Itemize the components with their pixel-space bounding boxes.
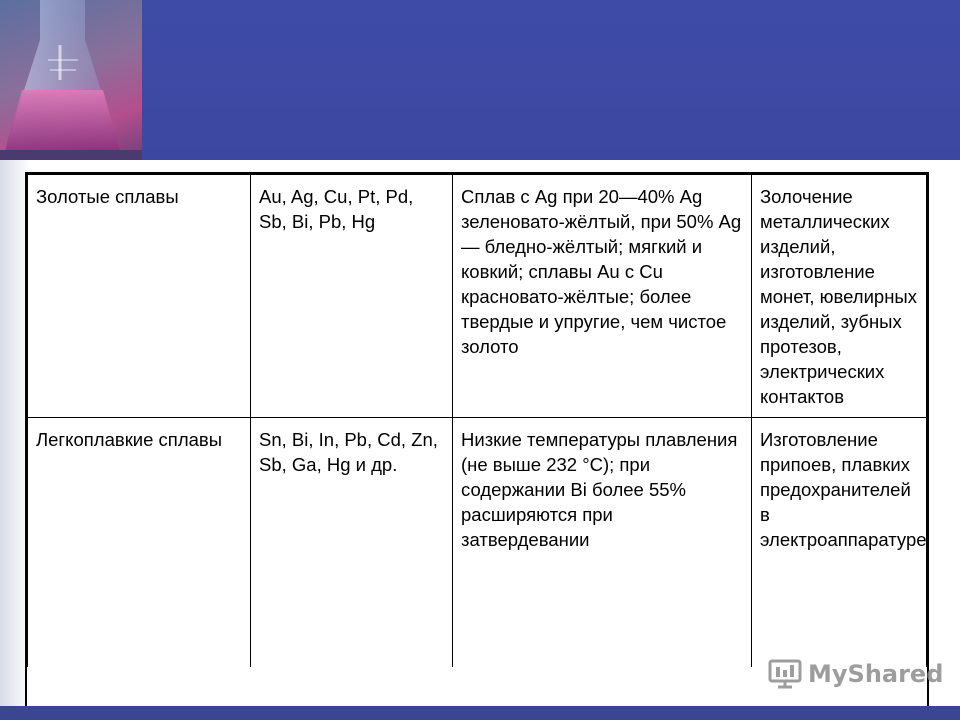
alloy-composition-cell: Au, Ag, Cu, Pt, Pd, Sb, Bi, Pb, Hg <box>251 175 453 418</box>
alloy-name-cell: Золотые сплавы <box>28 175 251 418</box>
presentation-icon <box>768 659 802 689</box>
table-row <box>28 175 927 418</box>
flask-illustration <box>0 0 142 160</box>
alloy-composition-cell: Sn, Bi, In, Pb, Cd, Zn, Sb, Ga, Hg и др. <box>251 418 453 668</box>
alloy-application-cell: Изготовление припоев, плавких предохранителей в электроаппаратуре <box>752 418 927 668</box>
bottom-band <box>0 706 960 720</box>
alloys-table <box>27 174 927 667</box>
alloy-name-cell: Легкоплавкие сплавы <box>28 418 251 668</box>
flask-image <box>0 0 142 160</box>
table-row <box>28 418 927 668</box>
header-band <box>0 0 960 160</box>
watermark <box>768 656 943 692</box>
alloy-application-cell: Золочение металлических изделий, изготовление монет, ювелирных изделий, зубных протезов, электрических контактов <box>752 175 927 418</box>
watermark-text: MyShared <box>808 660 944 688</box>
alloy-properties-cell: Низкие температуры плавления (не выше 232 °C); при содержании Bi более 55% расширяются при затвердевании <box>453 418 752 668</box>
alloy-properties-cell: Сплав с Ag при 20—40% Ag зеленовато-жёлтый, при 50% Ag — бледно-жёлтый; мягкий и ковкий; сплавы Au с Cu красновато-жёлтые; более твердые и упругие, чем чистое золото <box>453 175 752 418</box>
alloys-table-container <box>25 172 929 720</box>
